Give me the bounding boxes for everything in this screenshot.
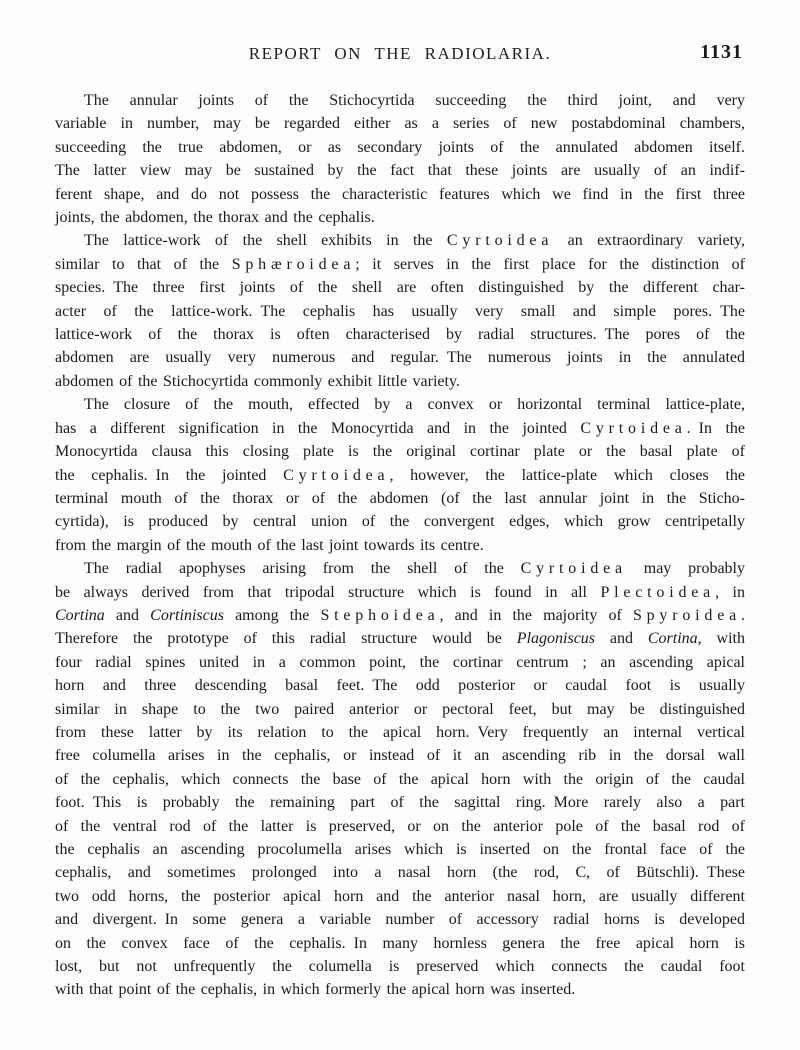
running-head-title: REPORT ON THE RADIOLARIA.	[248, 44, 552, 63]
text-line: cephalis, and sometimes prolonged into a nasal horn (the rod, C, of Bütschli). These	[55, 864, 745, 882]
paragraph	[55, 393, 745, 557]
text-line: on the convex face of the cephalis. In many hornless genera the free apical horn is	[55, 934, 745, 952]
text-line: Monocyrtida clausa this closing plate is the original cortinar plate or the basal plate of	[55, 443, 745, 461]
text-line: horn and three descending basal feet. The odd posterior or caudal foot is usually	[55, 677, 745, 695]
text-line: Therefore the prototype of this radial structure would be Plagoniscus and Cortina, with	[55, 630, 745, 648]
page-body	[55, 89, 745, 1002]
text-line: similar in shape to the two paired anterior or pectoral feet, but may be distinguished	[55, 700, 745, 718]
text-line: has a different signification in the Monocyrtida and in the jointed Cyrtoidea. In the	[55, 419, 746, 437]
text-line: of the ventral rod of the latter is preserved, or on the anterior pole of the basal rod of	[55, 817, 745, 835]
text-line: variable in number, may be regarded either as a series of new postabdominal chambers,	[55, 115, 745, 133]
text-line: lost, but not unfrequently the columella is preserved which connects the caudal foot	[55, 958, 745, 976]
text-line: be always derived from that tripodal structure which is found in all Plectoidea, in	[55, 583, 745, 601]
text-line: from the margin of the mouth of the last joint towards its centre.	[55, 536, 484, 554]
text-line: foot. This is probably the remaining part of the sagittal ring. More rarely also a part	[55, 794, 745, 812]
paragraph	[55, 89, 745, 229]
text-line: the cephalis an ascending procolumella arises which is inserted on the frontal face of the	[55, 841, 745, 858]
text-line: two odd horns, the posterior apical horn and the anterior nasal horn, are usually different	[55, 887, 745, 905]
text-line: from these latter by its relation to the apical horn. Very frequently an internal vertical	[55, 723, 745, 741]
text-line: joints, the abdomen, the thorax and the cephalis.	[55, 209, 375, 227]
text-line: similar to that of the Sphæroidea; it serves in the first place for the distinction of	[55, 255, 746, 273]
text-line: abdomen are usually very numerous and regular. The numerous joints in the annulated	[55, 349, 745, 367]
text-line: the cephalis. In the jointed Cyrtoidea, however, the lattice-plate which closes the	[55, 466, 746, 484]
text-line: ferent shape, and do not possess the characteristic features which we find in the first three	[55, 185, 745, 203]
text-line: acter of the lattice-work. The cephalis has usually very small and simple pores. The	[55, 302, 745, 320]
text-line: of the cephalis, which connects the base of the apical horn with the origin of the caudal	[55, 770, 745, 788]
running-header	[55, 41, 745, 68]
paragraph	[55, 557, 745, 1002]
text-line: The closure of the mouth, effected by a convex or horizontal terminal lattice-plate,	[84, 396, 745, 414]
text-line: The lattice-work of the shell exhibits in the Cyrtoidea an extraordinary variety,	[84, 232, 746, 250]
text-line: four radial spines united in a common point, the cortinar centrum ; an ascending apical	[55, 653, 745, 671]
text-line: lattice-work of the thorax is often characterised by radial structures. The pores of the	[55, 326, 745, 344]
text-line: and divergent. In some genera a variable number of accessory radial horns is developed	[55, 911, 745, 929]
text-line: free columella arises in the cephalis, or instead of it an ascending rib in the dorsal wall	[55, 747, 745, 765]
text-line: The radial apophyses arising from the shell of the Cyrtoidea may probably	[84, 560, 746, 578]
text-line: species. The three first joints of the shell are often distinguished by the different char-	[55, 279, 745, 297]
text-line: succeeding the true abdomen, or as secondary joints of the annulated abdomen itself.	[55, 138, 745, 156]
text-line: The annular joints of the Stichocyrtida succeeding the third joint, and very	[84, 92, 745, 109]
text-line: cyrtida), is produced by central union of the convergent edges, which grow centripetally	[55, 513, 745, 531]
text-line: Cortina and Cortiniscus among the Stephoidea, and in the majority of Spyroidea.	[55, 606, 746, 624]
paragraph	[55, 229, 745, 393]
page-number: 1131	[700, 41, 743, 63]
text-line: abdomen of the Stichocyrtida commonly exhibit little variety.	[55, 372, 460, 390]
text-line: with that point of the cephalis, in which formerly the apical horn was inserted.	[55, 981, 576, 999]
text-line: terminal mouth of the thorax or of the abdomen (of the last annular joint in the Sticho-	[55, 489, 745, 507]
text-line: The latter view may be sustained by the fact that these joints are usually of an indif-	[55, 162, 745, 180]
